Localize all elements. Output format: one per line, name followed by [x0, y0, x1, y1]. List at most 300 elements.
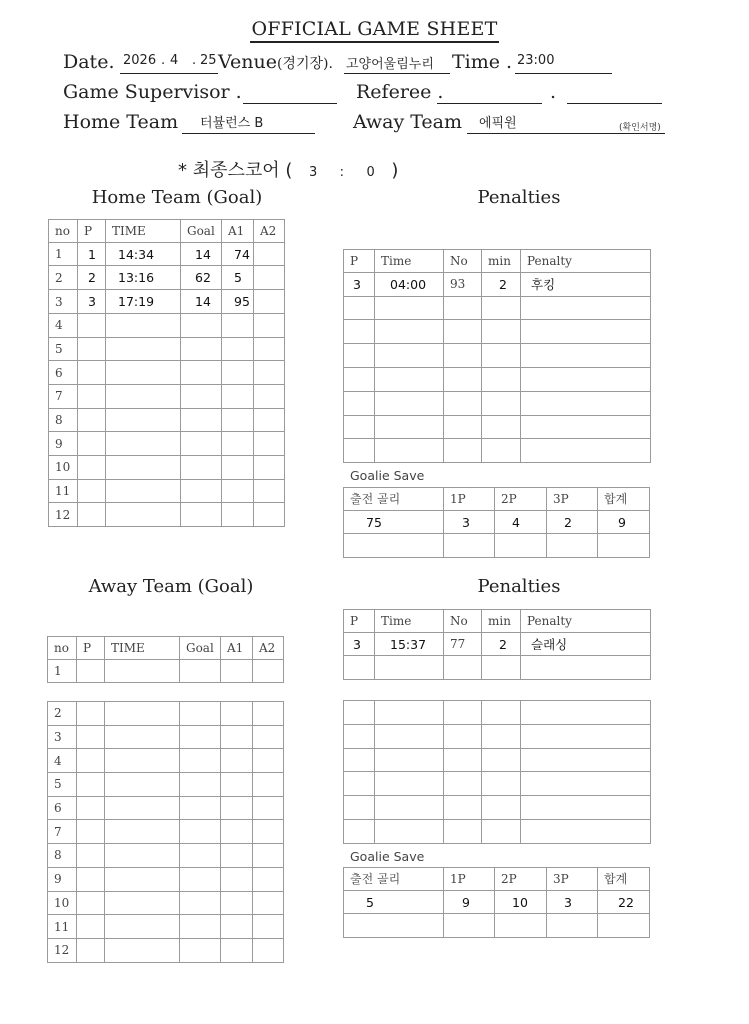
date-field[interactable]: [120, 52, 218, 74]
away-goal-cell-p[interactable]: [77, 725, 105, 749]
home-goal-cell-a2[interactable]: [254, 432, 285, 456]
home-goal-row: [49, 432, 285, 456]
home-goalie-save-cell-p3[interactable]: 2: [547, 510, 598, 534]
home-goal-cell-p[interactable]: 3: [78, 290, 106, 314]
home-goal-cell-goal[interactable]: [181, 384, 222, 408]
final-score-label: * 최종스코어 (: [178, 160, 293, 181]
away-goal-cell-a1[interactable]: [221, 725, 253, 749]
away-penalty-cell-min[interactable]: [482, 772, 521, 796]
home-penalty-cell-p[interactable]: [344, 344, 375, 368]
away-goalie-save-cell-total[interactable]: [598, 914, 650, 938]
away-goal-cell-p[interactable]: [77, 702, 105, 726]
home-goalie-save-cell-total[interactable]: 9: [598, 510, 650, 534]
home-penalty-cell-time[interactable]: [375, 439, 444, 463]
home-penalty-row: [344, 391, 651, 415]
home-penalty-title: Penalties: [477, 187, 561, 208]
home-goal-cell-a2[interactable]: [254, 479, 285, 503]
away-goal-header-time: TIME: [105, 637, 180, 660]
referee-field-1[interactable]: [437, 82, 542, 104]
home-penalty-cell-min[interactable]: [482, 296, 521, 320]
away-penalty-cell-min[interactable]: [482, 819, 521, 843]
home-goal-cell-p[interactable]: [78, 455, 106, 479]
away-goal-title: Away Team (Goal): [88, 576, 254, 597]
away-goal-cell-no: 3: [48, 725, 77, 749]
home-goal-cell-a2[interactable]: [254, 313, 285, 337]
away-goal-cell-a1[interactable]: [221, 796, 253, 820]
date-year: 2026: [123, 53, 157, 68]
away-goal-cell-time[interactable]: [105, 702, 180, 726]
home-goalie-save-cell-p3[interactable]: [547, 534, 598, 558]
away-penalty-row: [344, 796, 651, 820]
away-penalty-cell-penalty[interactable]: [521, 819, 651, 843]
home-penalty-cell-penalty[interactable]: [521, 296, 651, 320]
home-goal-cell-a1[interactable]: [222, 432, 254, 456]
away-goal-cell-goal[interactable]: [180, 659, 221, 683]
home-goal-cell-a1[interactable]: [222, 361, 254, 385]
home-penalty-cell-min[interactable]: [482, 391, 521, 415]
home-penalty-cell-penalty[interactable]: 후킹: [521, 272, 651, 296]
away-goal-cell-time[interactable]: [105, 773, 180, 797]
home-goal-cell-time[interactable]: [106, 384, 181, 408]
away-goal-cell-no: 4: [48, 749, 77, 773]
away-goal-cell-goal[interactable]: [180, 773, 221, 797]
home-penalty-row: [344, 367, 651, 391]
home-goal-cell-a1[interactable]: 74: [222, 242, 254, 266]
away-goal-row: [48, 915, 284, 939]
home-goal-header-p: P: [78, 220, 106, 243]
away-penalty-row: [344, 772, 651, 796]
home-penalty-header-penalty: Penalty: [521, 250, 651, 273]
away-penalty-cell-min[interactable]: [482, 796, 521, 820]
away-penalty-cell-p[interactable]: [344, 724, 375, 748]
away-penalty-table-bottom: [343, 700, 651, 844]
away-goal-cell-a1[interactable]: [221, 891, 253, 915]
away-goalie-save-cell-p3[interactable]: [547, 914, 598, 938]
home-goal-cell-no: 4: [49, 313, 78, 337]
away-goal-row: [48, 844, 284, 868]
away-goal-cell-p[interactable]: [77, 773, 105, 797]
home-team-label: Home Team: [63, 111, 179, 133]
away-goal-cell-time[interactable]: [105, 820, 180, 844]
home-goal-cell-a1[interactable]: 95: [222, 290, 254, 314]
away-goal-cell-no: 5: [48, 773, 77, 797]
home-goal-cell-a2[interactable]: [254, 408, 285, 432]
away-goal-cell-a1[interactable]: [221, 773, 253, 797]
away-penalty-cell-no: [444, 701, 482, 725]
away-goal-cell-a2[interactable]: [253, 938, 284, 962]
home-penalty-cell-no: [444, 344, 482, 368]
home-goal-table: [48, 219, 285, 527]
home-goal-row: [49, 503, 285, 527]
home-penalty-cell-penalty[interactable]: [521, 367, 651, 391]
home-goal-cell-a1[interactable]: [222, 455, 254, 479]
away-goalie-save-table: [343, 867, 650, 938]
home-goal-cell-a2[interactable]: [254, 337, 285, 361]
date-label: Date.: [63, 51, 115, 73]
away-goal-cell-a2[interactable]: [253, 844, 284, 868]
home-goal-cell-goal[interactable]: [181, 313, 222, 337]
referee-label: Referee .: [356, 81, 444, 103]
away-goal-cell-a1[interactable]: [221, 844, 253, 868]
away-penalty-cell-time[interactable]: [375, 701, 444, 725]
away-penalty-row: [344, 748, 651, 772]
home-goal-cell-time[interactable]: 13:16: [106, 266, 181, 290]
away-penalty-cell-time[interactable]: [375, 819, 444, 843]
away-goal-cell-time[interactable]: [105, 749, 180, 773]
home-goal-header-time: TIME: [106, 220, 181, 243]
away-goal-cell-time[interactable]: [105, 796, 180, 820]
away-goalie-save-cell-p2[interactable]: [495, 914, 547, 938]
home-goalie-save-cell-total[interactable]: [598, 534, 650, 558]
home-goalie-save-header-p2: 2P: [495, 488, 547, 511]
away-penalty-cell-p[interactable]: [344, 748, 375, 772]
home-penalty-cell-min[interactable]: [482, 320, 521, 344]
home-goal-cell-a2[interactable]: [254, 290, 285, 314]
away-goal-cell-goal[interactable]: [180, 867, 221, 891]
home-penalty-cell-min[interactable]: [482, 344, 521, 368]
home-goal-row: [49, 384, 285, 408]
home-goal-cell-p[interactable]: [78, 408, 106, 432]
home-penalty-cell-p[interactable]: [344, 367, 375, 391]
home-goal-cell-a1[interactable]: [222, 337, 254, 361]
away-goal-cell-p[interactable]: [77, 749, 105, 773]
home-goal-cell-p[interactable]: [78, 384, 106, 408]
away-goal-cell-time[interactable]: [105, 915, 180, 939]
away-goal-header-goal: Goal: [180, 637, 221, 660]
home-goal-cell-a1[interactable]: [222, 408, 254, 432]
away-goal-cell-goal[interactable]: [180, 844, 221, 868]
home-goalie-save-cell-p1[interactable]: [444, 534, 495, 558]
home-penalty-cell-no: [444, 391, 482, 415]
home-penalty-cell-penalty[interactable]: [521, 391, 651, 415]
home-goalie-save-cell-p2[interactable]: 4: [495, 510, 547, 534]
away-goal-cell-time[interactable]: [105, 844, 180, 868]
referee-field-2[interactable]: [567, 82, 662, 104]
home-goal-cell-p[interactable]: [78, 432, 106, 456]
date-month: 4: [170, 53, 179, 68]
away-penalty-cell-p[interactable]: [344, 796, 375, 820]
home-goal-cell-no: 3: [49, 290, 78, 314]
home-goal-cell-time[interactable]: [106, 313, 181, 337]
away-goal-cell-p[interactable]: [77, 938, 105, 962]
home-team-field[interactable]: [182, 112, 315, 134]
home-goal-cell-a2[interactable]: [254, 455, 285, 479]
home-penalty-cell-no: [444, 439, 482, 463]
away-penalty-cell-p[interactable]: [344, 701, 375, 725]
home-goal-cell-p[interactable]: [78, 337, 106, 361]
away-penalty-row: [344, 632, 651, 656]
home-goal-cell-goal[interactable]: [181, 408, 222, 432]
away-goal-cell-a2[interactable]: [253, 915, 284, 939]
home-penalty-cell-time[interactable]: [375, 415, 444, 439]
home-goal-cell-time[interactable]: 17:19: [106, 290, 181, 314]
away-goal-cell-time[interactable]: [105, 725, 180, 749]
home-penalty-cell-penalty[interactable]: [521, 320, 651, 344]
home-goal-cell-a2[interactable]: [254, 266, 285, 290]
away-penalty-cell-min[interactable]: [482, 656, 521, 680]
home-goal-cell-time[interactable]: [106, 337, 181, 361]
away-penalty-header-min: min: [482, 610, 521, 633]
away-goal-cell-a2[interactable]: [253, 796, 284, 820]
away-goal-cell-time[interactable]: [105, 659, 180, 683]
away-goal-cell-p[interactable]: [77, 820, 105, 844]
away-penalty-cell-time[interactable]: 15:37: [375, 632, 444, 656]
away-goal-cell-a1[interactable]: [221, 749, 253, 773]
home-penalty-cell-p[interactable]: [344, 391, 375, 415]
away-penalty-cell-penalty[interactable]: 슬래싱: [521, 632, 651, 656]
away-penalty-cell-time[interactable]: [375, 772, 444, 796]
away-penalty-header-penalty: Penalty: [521, 610, 651, 633]
away-goal-cell-goal[interactable]: [180, 702, 221, 726]
home-penalty-cell-min[interactable]: 2: [482, 272, 521, 296]
home-goal-cell-goal[interactable]: [181, 503, 222, 527]
away-goalie-save-cell-goalie[interactable]: [344, 914, 444, 938]
away-goal-cell-a2[interactable]: [253, 891, 284, 915]
home-goal-cell-no: 2: [49, 266, 78, 290]
away-goal-cell-goal[interactable]: [180, 891, 221, 915]
away-goal-cell-a1[interactable]: [221, 702, 253, 726]
away-penalty-cell-p[interactable]: [344, 656, 375, 680]
home-penalty-cell-min[interactable]: [482, 367, 521, 391]
away-penalty-cell-min[interactable]: [482, 748, 521, 772]
home-goalie-save-cell-goalie[interactable]: [344, 534, 444, 558]
away-goalie-save-cell-goalie[interactable]: 5: [344, 890, 444, 914]
away-goal-cell-goal[interactable]: [180, 749, 221, 773]
time-field[interactable]: [515, 52, 612, 74]
away-goalie-save-header-p1: 1P: [444, 868, 495, 891]
away-penalty-cell-min[interactable]: 2: [482, 632, 521, 656]
away-goal-cell-p[interactable]: [77, 796, 105, 820]
home-goal-cell-no: 6: [49, 361, 78, 385]
home-penalty-cell-p[interactable]: [344, 439, 375, 463]
away-goalie-save-cell-p3[interactable]: 3: [547, 890, 598, 914]
away-goal-header-row: [48, 637, 284, 660]
venue-value: 고양어울림누리: [346, 57, 434, 72]
home-penalty-cell-penalty[interactable]: [521, 415, 651, 439]
home-goal-cell-p[interactable]: 2: [78, 266, 106, 290]
home-goal-cell-time[interactable]: [106, 479, 181, 503]
away-goal-cell-a2[interactable]: [253, 820, 284, 844]
home-penalty-row: [344, 296, 651, 320]
home-goalie-save-cell-p1[interactable]: 3: [444, 510, 495, 534]
away-penalty-header-time: Time: [375, 610, 444, 633]
away-penalty-cell-penalty[interactable]: [521, 748, 651, 772]
away-penalty-cell-penalty[interactable]: [521, 724, 651, 748]
away-goal-cell-p[interactable]: [77, 891, 105, 915]
away-goal-cell-a1[interactable]: [221, 867, 253, 891]
home-goal-cell-goal[interactable]: [181, 432, 222, 456]
home-goal-cell-p[interactable]: [78, 361, 106, 385]
home-goal-cell-a1[interactable]: [222, 479, 254, 503]
away-goal-cell-a1[interactable]: [221, 820, 253, 844]
home-penalty-cell-p[interactable]: [344, 296, 375, 320]
away-team-field[interactable]: [467, 112, 665, 134]
away-goal-row: [48, 820, 284, 844]
home-goal-cell-a2[interactable]: [254, 242, 285, 266]
away-goalie-save-cell-p1[interactable]: 9: [444, 890, 495, 914]
home-goal-header-a2: A2: [254, 220, 285, 243]
away-goalie-save-row: [344, 914, 650, 938]
home-penalty-cell-time[interactable]: [375, 296, 444, 320]
away-team-label: Away Team: [353, 111, 463, 133]
away-goal-cell-a2[interactable]: [253, 659, 284, 683]
home-penalty-cell-time[interactable]: [375, 391, 444, 415]
home-goal-cell-goal[interactable]: 14: [181, 290, 222, 314]
home-goal-row: [49, 337, 285, 361]
away-goalie-save-label: Goalie Save: [350, 849, 425, 864]
time-value: 23:00: [517, 53, 555, 68]
away-penalty-cell-min[interactable]: [482, 701, 521, 725]
home-goal-cell-goal[interactable]: 62: [181, 266, 222, 290]
away-goal-cell-goal[interactable]: [180, 938, 221, 962]
home-penalty-cell-no: [444, 367, 482, 391]
away-penalty-cell-no: [444, 724, 482, 748]
signature-note: (확인서명): [619, 123, 661, 133]
away-penalty-cell-p[interactable]: [344, 772, 375, 796]
home-penalty-cell-p[interactable]: [344, 415, 375, 439]
away-penalty-cell-penalty[interactable]: [521, 772, 651, 796]
away-goal-cell-a2[interactable]: [253, 702, 284, 726]
away-penalty-cell-p[interactable]: [344, 819, 375, 843]
away-penalty-row: [344, 724, 651, 748]
away-goal-row: [48, 938, 284, 962]
away-goal-cell-p[interactable]: [77, 844, 105, 868]
home-goal-cell-a1[interactable]: 5: [222, 266, 254, 290]
home-goal-cell-time[interactable]: [106, 503, 181, 527]
supervisor-field[interactable]: [243, 82, 337, 104]
away-goal-cell-goal[interactable]: [180, 725, 221, 749]
home-goal-cell-no: 7: [49, 384, 78, 408]
away-penalty-cell-penalty[interactable]: [521, 656, 651, 680]
away-penalty-cell-time[interactable]: [375, 724, 444, 748]
date-day: 25: [200, 53, 217, 68]
away-goal-cell-no: 2: [48, 702, 77, 726]
away-goal-cell-goal[interactable]: [180, 915, 221, 939]
away-goal-cell-a1[interactable]: [221, 915, 253, 939]
date-sep-2: .: [192, 53, 197, 68]
home-goal-cell-a2[interactable]: [254, 361, 285, 385]
home-penalty-cell-p[interactable]: [344, 320, 375, 344]
home-goal-row: [49, 408, 285, 432]
home-penalty-cell-time[interactable]: [375, 320, 444, 344]
away-goalie-save-cell-p1[interactable]: [444, 914, 495, 938]
home-goal-cell-goal[interactable]: [181, 337, 222, 361]
home-goal-cell-p[interactable]: [78, 313, 106, 337]
home-goal-cell-goal[interactable]: [181, 361, 222, 385]
away-goalie-save-header-row: [344, 868, 650, 891]
home-goal-header-goal: Goal: [181, 220, 222, 243]
away-penalty-title: Penalties: [477, 576, 561, 597]
home-penalty-cell-penalty[interactable]: [521, 344, 651, 368]
home-penalty-cell-time[interactable]: 04:00: [375, 272, 444, 296]
home-goal-cell-time[interactable]: [106, 455, 181, 479]
home-goal-row: [49, 266, 285, 290]
away-penalty-cell-penalty[interactable]: [521, 701, 651, 725]
away-penalty-cell-time[interactable]: [375, 656, 444, 680]
away-goal-cell-a2[interactable]: [253, 749, 284, 773]
away-goal-cell-a2[interactable]: [253, 725, 284, 749]
home-goal-cell-a1[interactable]: [222, 384, 254, 408]
home-goalie-save-table: [343, 487, 650, 558]
away-penalty-cell-no: [444, 656, 482, 680]
home-goal-cell-a1[interactable]: [222, 313, 254, 337]
away-goal-cell-time[interactable]: [105, 891, 180, 915]
away-penalty-cell-p[interactable]: 3: [344, 632, 375, 656]
venue-field[interactable]: [344, 52, 450, 74]
home-team-value: 터뷸런스 B: [200, 116, 264, 131]
home-penalty-cell-penalty[interactable]: [521, 439, 651, 463]
away-team-value: 에픽원: [479, 116, 517, 131]
home-goal-cell-time[interactable]: [106, 408, 181, 432]
home-goal-cell-time[interactable]: 14:34: [106, 242, 181, 266]
home-goal-cell-goal[interactable]: [181, 479, 222, 503]
away-goal-cell-a2[interactable]: [253, 867, 284, 891]
home-goal-cell-time[interactable]: [106, 361, 181, 385]
away-penalty-cell-no: [444, 796, 482, 820]
away-goal-cell-p[interactable]: [77, 659, 105, 683]
home-goal-cell-p[interactable]: [78, 503, 106, 527]
home-penalty-cell-min[interactable]: [482, 415, 521, 439]
away-goal-cell-goal[interactable]: [180, 796, 221, 820]
away-penalty-cell-time[interactable]: [375, 748, 444, 772]
away-penalty-cell-min[interactable]: [482, 724, 521, 748]
home-goal-header-no: no: [49, 220, 78, 243]
home-goal-cell-no: 9: [49, 432, 78, 456]
away-goal-cell-no: 8: [48, 844, 77, 868]
home-penalty-cell-min[interactable]: [482, 439, 521, 463]
venue-label: [218, 51, 333, 73]
away-goal-cell-a1[interactable]: [221, 659, 253, 683]
home-goalie-save-cell-goalie[interactable]: 75: [344, 510, 444, 534]
home-penalty-cell-time[interactable]: [375, 367, 444, 391]
away-goal-cell-p[interactable]: [77, 867, 105, 891]
away-goal-cell-time[interactable]: [105, 867, 180, 891]
home-goal-cell-a2[interactable]: [254, 384, 285, 408]
away-goal-cell-p[interactable]: [77, 915, 105, 939]
home-goal-cell-goal[interactable]: 14: [181, 242, 222, 266]
home-penalty-cell-time[interactable]: [375, 344, 444, 368]
away-goal-cell-time[interactable]: [105, 938, 180, 962]
home-goal-cell-time[interactable]: [106, 432, 181, 456]
away-goal-cell-goal[interactable]: [180, 820, 221, 844]
home-goal-cell-p[interactable]: [78, 479, 106, 503]
away-goal-cell-a2[interactable]: [253, 773, 284, 797]
away-goal-row: [48, 796, 284, 820]
away-goalie-save-header-p2: 2P: [495, 868, 547, 891]
home-goal-row: [49, 290, 285, 314]
home-penalty-row: [344, 344, 651, 368]
away-penalty-cell-penalty[interactable]: [521, 796, 651, 820]
away-goalie-save-cell-p2[interactable]: 10: [495, 890, 547, 914]
away-penalty-row: [344, 819, 651, 843]
home-goal-cell-a1[interactable]: [222, 503, 254, 527]
home-goal-cell-p[interactable]: 1: [78, 242, 106, 266]
away-goal-table-top: [47, 636, 284, 683]
away-goal-row: [48, 749, 284, 773]
home-goal-cell-a2[interactable]: [254, 503, 285, 527]
away-penalty-header-p: P: [344, 610, 375, 633]
home-goalie-save-label: Goalie Save: [350, 468, 425, 483]
home-penalty-row: [344, 272, 651, 296]
away-goal-cell-a1[interactable]: [221, 938, 253, 962]
away-penalty-cell-no: [444, 819, 482, 843]
home-goalie-save-cell-p2[interactable]: [495, 534, 547, 558]
home-goal-cell-goal[interactable]: [181, 455, 222, 479]
home-penalty-cell-p[interactable]: 3: [344, 272, 375, 296]
away-penalty-cell-time[interactable]: [375, 796, 444, 820]
away-goalie-save-cell-total[interactable]: 22: [598, 890, 650, 914]
sheet-title: [0, 18, 749, 40]
